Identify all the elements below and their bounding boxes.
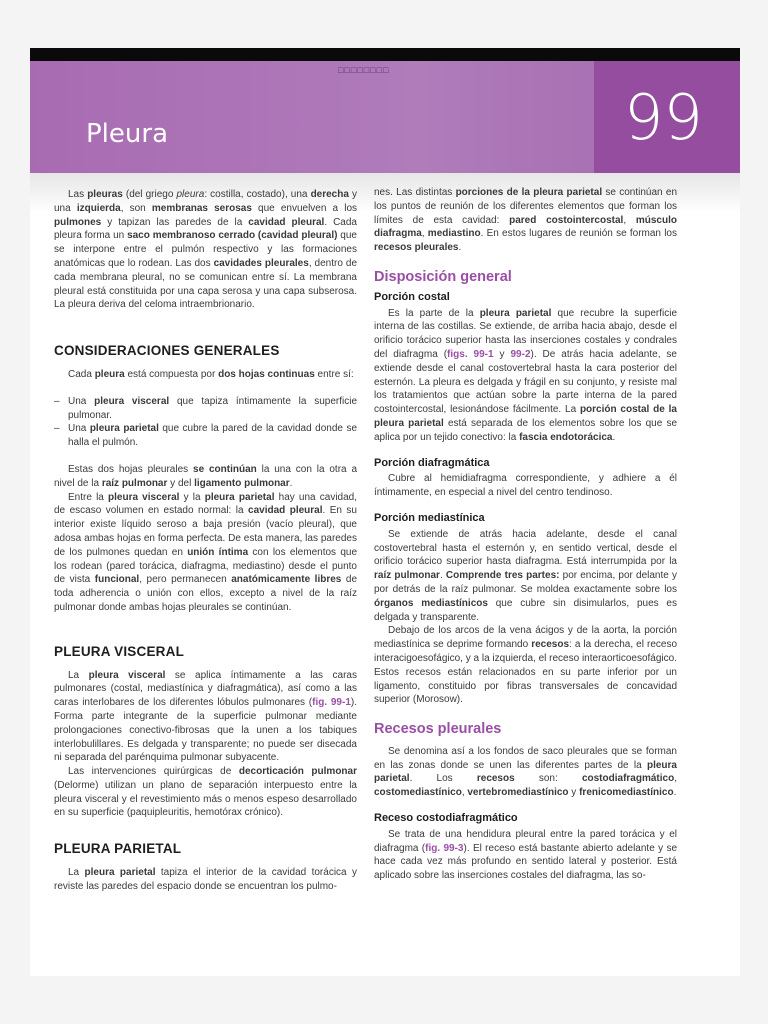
general-paragraph-2: Estas dos hojas pleurales se continúan la una con la otra a nivel de la raíz pulmonar y del ligamento pulmonar. (54, 463, 358, 489)
heading-receso-costodiafragmatico: Receso costodiafragmático (374, 812, 518, 825)
visceral-paragraph-2: Las intervenciones quirúrgicas de decorticación pulmonar (Delorme) utilizan un plano de separación interpuesto entre la pleura visceral y el revestimiento más o menos espeso desarrollado en su superficie (paquipleuritis, hemotórax crónico). (54, 766, 357, 819)
mediastinica-paragraph-2: Debajo de los arcos de la vena ácigos y de la aorta, la porción mediastínica se deprime formando recesos: a la derecha, el receso interacigoesofágico, y a la izquierda, el receso interaorticoesofágico. Estos recesos están relacionados en su parte inferior por un ligamento, constituido por fibras transversales de concavidad superior (Morosow). (374, 625, 678, 706)
dash-text-2: Una pleura parietal que cubre la pared de la cavidad donde se halla el pulmón. (68, 423, 357, 449)
parietal-paragraph-1: La pleura parietal tapiza el interior de la cavidad torácica y reviste las paredes del espacio donde se encuentran los pulmo- (54, 867, 357, 892)
continuation-paragraph: nes. Las distintas porciones de la pleura parietal se continúan en los puntos de reunión de los diferentes elementos que forman los límites de esta cavidad: pared costointercostal, músculo diafragma, mediastino. En estos lugares de reunión se forman los recesos pleurales. (374, 187, 678, 254)
heading-consideraciones: CONSIDERACIONES GENERALES (54, 343, 280, 359)
chapter-number: 99 (624, 81, 703, 154)
top-bar (30, 48, 740, 61)
dash-text-1: Una pleura visceral que tapiza íntimamente la superficie pulmonar. (68, 395, 358, 421)
left-column (54, 188, 357, 894)
chapter-banner (30, 61, 740, 173)
visceral-paragraph-1: La pleura visceral se aplica íntimamente a las caras pulmonares (costal, mediastínica y diafragmática), así como a las caras interlobares de los diferentes lóbulos pulmonares (fig. 99-1). Forma parte integrante de la superficie pulmonar mediante prolongaciones conectivo-fibrosas que la unen a los tabiques interlobulillares. Es delgada y transparente; no puede ser disecada ni separada del parénquima pulmonar subyacente. (54, 669, 357, 764)
right-column (374, 186, 677, 883)
ornament: □□□□□□□□ (338, 65, 390, 75)
heading-recesos-pleurales: Recesos pleurales (374, 721, 502, 738)
heading-porcion-diafragmatica: Porción diafragmática (374, 456, 490, 469)
mediastinica-paragraph-1: Se extiende de atrás hacia adelante, desde el canal costovertebral hasta el esternón y, en sentido vertical, desde el orificio torácico superior hasta diafragma. Está interrumpida por la raíz pulmonar. Comprende tres partes: por encima, por delante y por detrás de la raíz pulmonar. Se moldea exactamente sobre los órganos mediastínicos que cubre sin disimularlos, pues es delgada y transparente. (374, 528, 677, 623)
costal-paragraph: Es la parte de la pleura parietal que recubre la superficie interna de las costillas. Se extiende, de arriba hacia abajo, desde el orificio torácico superior hasta las inserciones costales y condrales del diafragma (figs. 99-1 y 99-2). De atrás hacia adelante, se extiende desde el canal costovertebral hasta la cara posterior del esternón. La pleura es delgada y frágil en su conjunto, y resiste mal los tratamientos que actúan sobre la parte interna de la pared costointercostal, lesionándose fácilmente. La porción costal de la pleura parietal está separada de los elementos sobre los que se aplica por un tejido conectivo: la fascia endotorácica. (374, 307, 678, 443)
chapter-number-box (594, 61, 740, 173)
heading-porcion-mediastinica: Porción mediastínica (374, 511, 485, 524)
intro-paragraph: Las pleuras (del griego pleura: costilla, costado), una derecha y una izquierda, son membranas serosas que envuelven a los pulmones y tapizan las paredes de la cavidad pleural. Cada pleura forma un saco membranoso cerrado (cavidad pleural) que se interpone entre el pulmón respectivo y las formaciones anatómicas que lo rodean. Las dos cavidades pleurales, dentro de cada membrana pleural, no se comunican entre sí. La membrana pleural está constituida por una capa serosa y una capa subserosa. La pleura deriva del celoma intraembrionario. (54, 189, 357, 311)
heading-pleura-parietal: PLEURA PARIETAL (54, 841, 182, 857)
chapter-title: Pleura (86, 119, 168, 149)
list-item: – Una pleura visceral que tapiza íntimamente la superficie pulmonar. (54, 395, 358, 421)
general-paragraph-3: Entre la pleura visceral y la pleura parietal hay una cavidad, de escaso volumen en estado normal: la cavidad pleural. En su interior existe líquido seroso a baja presión (vacío pleural), que adosa ambas hojas en forma perfecta. De esta manera, las paredes de los pulmones quedan en unión íntima con los elementos que los rodean (pared torácica, diafragma, mediastino) desde el punto de vista funcional, pero permanecen anatómicamente libres de toda adherencia o unión con ellos, excepto a nivel de la raíz pulmonar donde ambas hojas pleurales se continúan. (54, 491, 358, 613)
general-paragraph-1: Cada pleura está compuesta por dos hojas continuas entre sí: (68, 368, 354, 380)
diafragmatica-paragraph: Cubre al hemidiafragma correspondiente, y adhiere a él íntimamente, en especial a nivel del centro tendinoso. (374, 473, 677, 499)
heading-disposicion-general: Disposición general (374, 268, 512, 285)
heading-pleura-visceral: PLEURA VISCERAL (54, 643, 185, 659)
recesos-paragraph: Se denomina así a los fondos de saco pleurales que se forman en las zonas donde se unen las diferentes partes de la pleura parietal. Los recesos son: costodiafragmático, costomediastínico, vertebromediastínico y frenicomediastínico. (374, 745, 677, 799)
heading-porcion-costal: Porción costal (374, 290, 450, 303)
receso-cd-paragraph: Se trata de una hendidura pleural entre la pared torácica y el diafragma (fig. 99-3). El receso está bastante abierto adelante y se hace cada vez más profundo en sentido lateral y posterior. Está aplicado sobre las inserciones costales del diafragma, las so- (374, 828, 678, 882)
list-item: – Una pleura parietal que cubre la pared de la cavidad donde se halla el pulmón. (54, 423, 357, 449)
